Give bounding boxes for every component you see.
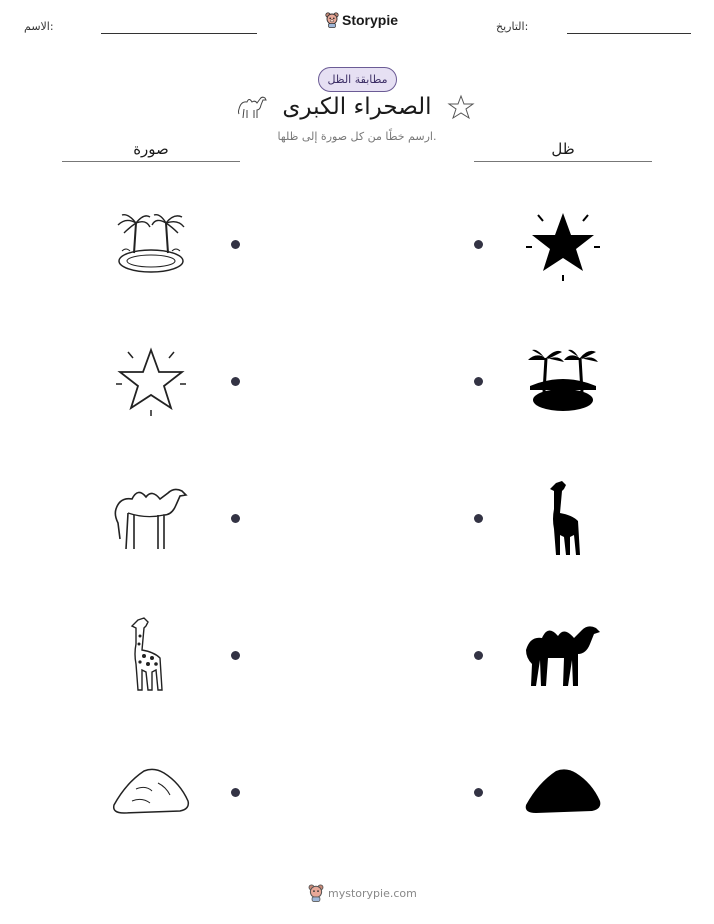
shadow-dot[interactable] [474, 240, 483, 249]
oasis-icon [106, 205, 196, 285]
picture-dot[interactable] [231, 240, 240, 249]
camel-shadow-icon [518, 616, 608, 696]
picture-column-underline [62, 161, 240, 162]
oasis-shadow-icon [518, 342, 608, 422]
picture-dot[interactable] [231, 788, 240, 797]
name-label: الاسم: [24, 20, 54, 33]
giraffe-shadow-icon [518, 479, 608, 559]
shadow-column-underline [474, 161, 652, 162]
shadow-column-header: ظل [551, 140, 575, 158]
date-label: التاريخ: [496, 20, 529, 33]
picture-dot[interactable] [231, 651, 240, 660]
date-field[interactable] [567, 33, 691, 34]
footer-url[interactable]: mystorypie.com [328, 886, 417, 900]
picture-dot[interactable] [231, 377, 240, 386]
star-decoration-icon [446, 93, 476, 121]
sand-dune-shadow-icon [518, 753, 608, 833]
footer [308, 884, 417, 902]
shadow-dot[interactable] [474, 651, 483, 660]
name-field[interactable] [101, 33, 257, 34]
shadow-dot[interactable] [474, 788, 483, 797]
instructions: ارسم خطًا من كل صورة إلى ظلها. [277, 130, 437, 143]
picture-dot[interactable] [231, 514, 240, 523]
shadow-dot[interactable] [474, 377, 483, 386]
bear-mascot-icon [325, 12, 339, 28]
star-icon [106, 342, 196, 422]
bear-mascot-icon [308, 884, 324, 902]
giraffe-icon [106, 616, 196, 696]
picture-column-header: صورة [133, 140, 169, 158]
brand-logo [325, 12, 398, 28]
camel-icon [106, 479, 196, 559]
shadow-dot[interactable] [474, 514, 483, 523]
page-title: الصحراء الكبرى [282, 94, 432, 120]
star-shadow-icon [518, 205, 608, 285]
brand-name: Storypie [342, 12, 399, 28]
sand-dune-icon [106, 753, 196, 833]
activity-badge: مطابقة الظل [318, 67, 397, 92]
